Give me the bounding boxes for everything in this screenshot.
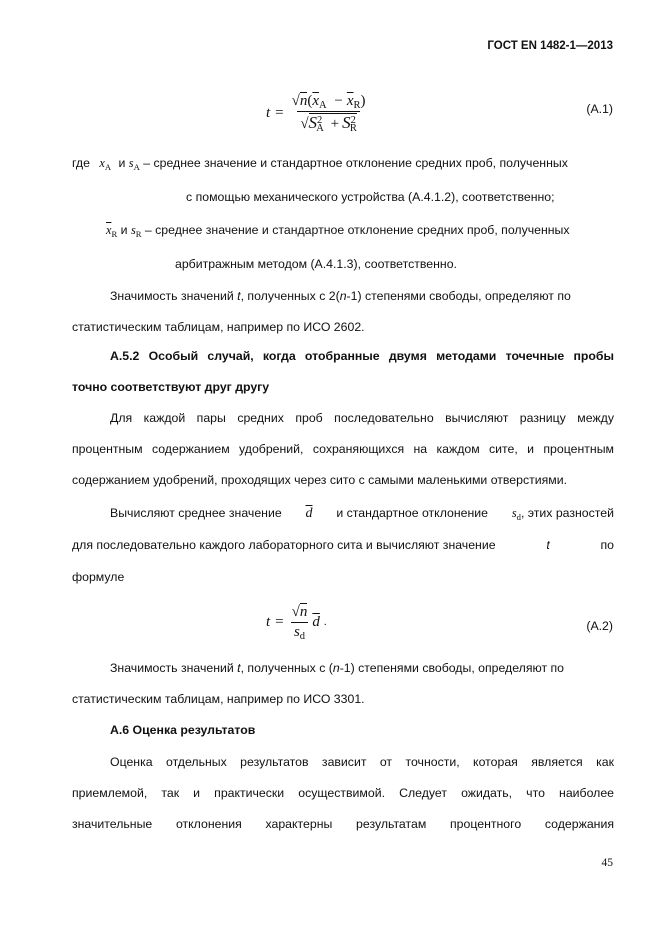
para3-var-s: s bbox=[511, 506, 517, 520]
page-number: 45 bbox=[601, 857, 613, 869]
formula-a2-fraction bbox=[289, 604, 311, 641]
para1-text-b: , полученных с 2( bbox=[240, 289, 340, 303]
where-def-1a: – среднее значение и стандартное отклонение средних проб, полученных bbox=[143, 156, 568, 170]
formula-a2-numerator bbox=[289, 604, 311, 622]
where-def-2b: арбитражным методом (A.4.1.3), соответственно. bbox=[175, 257, 457, 271]
where-var-sa: s bbox=[128, 156, 134, 170]
formula-a1-den-radicand bbox=[309, 113, 357, 132]
formula-a1-xa: $\overline{x}$ bbox=[312, 93, 320, 109]
formula-a1-sr-sup: 2 bbox=[350, 115, 356, 126]
formula-a1-lhs: t bbox=[266, 104, 271, 121]
formula-a1-sqrt-n: n bbox=[299, 93, 308, 109]
section-a52-title-line-1: A.5.2 Особый случай, когда отобранные двумя методами точечные пробы bbox=[110, 349, 614, 363]
where-var-sa-sub: A bbox=[133, 162, 140, 172]
formula-a1-sa-sup: 2 bbox=[317, 115, 323, 126]
document-standard-header: ГОСТ EN 1482-1—2013 bbox=[487, 40, 613, 52]
where-var-xr-sub: R bbox=[111, 229, 118, 239]
formula-a1 bbox=[266, 84, 369, 142]
formula-a2-sqrt-n: n bbox=[299, 603, 308, 620]
para3-line-3: формуле bbox=[72, 570, 125, 584]
where-and-2: и bbox=[120, 223, 128, 237]
formula-a2 bbox=[266, 598, 327, 646]
where-var-sr: s bbox=[130, 223, 136, 237]
formula-a2-lhs: t bbox=[266, 613, 271, 630]
para1-line-1 bbox=[110, 289, 571, 303]
formula-a1-xa-sub: A bbox=[319, 100, 327, 111]
formula-a1-xr: $\overline{x}$ bbox=[346, 93, 354, 109]
para3-var-s-sub: d bbox=[516, 512, 521, 522]
para3-text-l2b: по bbox=[600, 538, 614, 552]
sqrt-icon: √ bbox=[300, 116, 309, 132]
para3-text-a: Вычисляют среднее значение bbox=[110, 506, 282, 520]
para1-var-t: t bbox=[237, 289, 241, 303]
para1-var-n: n bbox=[339, 289, 347, 303]
where-lead: где bbox=[72, 156, 90, 170]
para2-line-2: процентным содержанием удобрений, сохраняющихся на каждом сите, и процентным bbox=[72, 442, 614, 456]
where-var-xa: x bbox=[99, 156, 105, 170]
para2-line-1: Для каждой пары средних проб последовательно вычисляют разницу между bbox=[110, 411, 614, 425]
formula-a1-sr: S bbox=[342, 113, 351, 132]
formula-a2-number: (A.2) bbox=[586, 619, 613, 633]
formula-a2-dot: . bbox=[323, 616, 327, 628]
para1-text-c: -1) степенями свободы, определяют по bbox=[346, 289, 571, 303]
para3-line-2 bbox=[72, 538, 614, 552]
para2-line-3: содержанием удобрений, проходящих через сито с самыми маленькими отверстиями. bbox=[72, 473, 568, 487]
formula-a1-fraction bbox=[289, 93, 369, 133]
formula-a1-denominator bbox=[297, 111, 360, 133]
formula-a2-d: $\overline{d}$ bbox=[312, 613, 320, 630]
formula-a1-sa: S bbox=[308, 113, 318, 132]
para3-text-b: и стандартное отклонение bbox=[336, 506, 488, 520]
formula-a2-den-s-sub: d bbox=[299, 630, 306, 642]
formula-a1-sr-sub: R bbox=[349, 123, 357, 134]
formula-a2-denominator bbox=[291, 622, 308, 641]
where-line-3 bbox=[106, 223, 570, 238]
sqrt-icon: √ bbox=[291, 603, 300, 620]
para4-line-1 bbox=[110, 661, 564, 675]
formula-a2-den-s: s bbox=[293, 623, 300, 640]
where-var-xa-sub: A bbox=[104, 162, 112, 172]
section-a6-title: A.6 Оценка результатов bbox=[110, 723, 256, 737]
where-def-1b: с помощью механического устройства (A.4.1.2), соответственно; bbox=[186, 190, 555, 204]
para3-line-1 bbox=[110, 506, 614, 522]
para3-text-l2a: для последовательно каждого лабораторного сита и вычисляют значение bbox=[72, 538, 496, 552]
para1-line-2: статистическим таблицам, например по ИСО 2602. bbox=[72, 320, 365, 334]
where-line-1 bbox=[72, 156, 568, 171]
para4-text-c: -1) степенями свободы, определяют по bbox=[339, 661, 565, 675]
para3-text-c: , этих разностей bbox=[520, 506, 614, 520]
para4-var-n: n bbox=[332, 661, 340, 675]
where-var-xr: $\overline{x}$ bbox=[106, 223, 112, 237]
para5-line-1: Оценка отдельных результатов зависит от точности, которая является как bbox=[110, 755, 614, 769]
para5-line-2: приемлемой, так и практически осуществимой. Следует ожидать, что наиболее bbox=[72, 786, 614, 800]
para4-text-b: , полученных с ( bbox=[240, 661, 333, 675]
para5-line-3: значительные отклонения характерны результатам процентного содержания bbox=[72, 817, 614, 831]
para4-text-a: Значимость значений bbox=[110, 661, 234, 675]
formula-a2-eq: = bbox=[275, 613, 284, 630]
para3-var-t: t bbox=[546, 538, 550, 552]
section-a52-title-line-2: точно соответствуют друг другу bbox=[72, 380, 270, 394]
formula-a1-numerator: $√n(\overline{x}_A - \overline{x}_R)$ bbox=[291, 93, 366, 111]
formula-a1-minus: − bbox=[334, 93, 343, 109]
where-and-1: и bbox=[118, 156, 126, 170]
sqrt-icon: √ bbox=[291, 93, 300, 109]
formula-a1-sa-sub: A bbox=[316, 123, 324, 134]
para4-line-2: статистическим таблицам, например по ИСО 3301. bbox=[72, 692, 365, 706]
formula-a1-eq: = bbox=[275, 104, 284, 121]
formula-a1-xr-sub: R bbox=[353, 100, 361, 111]
formula-a1-number: (A.1) bbox=[586, 102, 613, 116]
formula-a1-plus: + bbox=[330, 116, 340, 132]
para1-text-a: Значимость значений bbox=[110, 289, 234, 303]
para3-var-d: $\overline{d}$ bbox=[305, 506, 313, 521]
para4-var-t: t bbox=[237, 661, 241, 675]
where-var-sr-sub: R bbox=[135, 229, 142, 239]
where-def-2a: – среднее значение и стандартное отклонение средних проб, полученных bbox=[144, 223, 570, 237]
